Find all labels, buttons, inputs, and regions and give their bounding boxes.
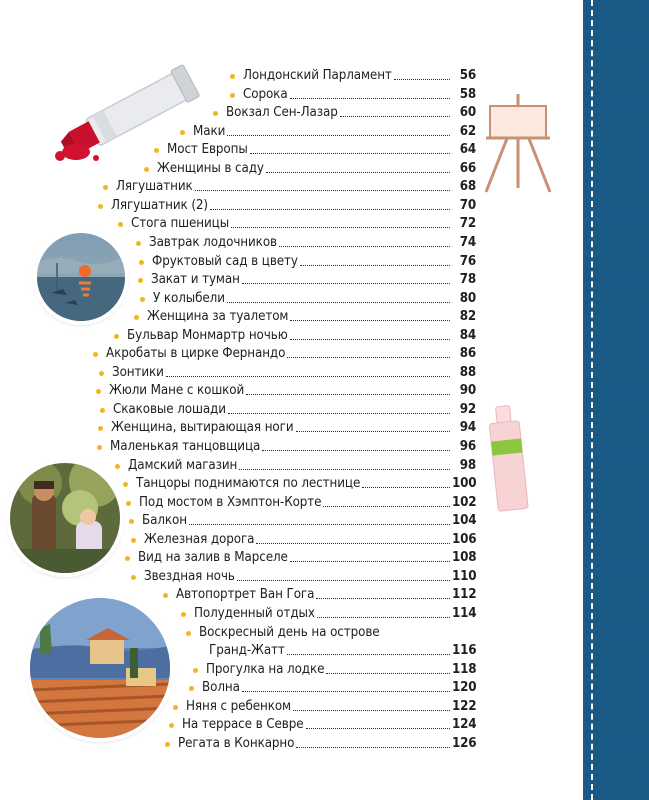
toc-entry	[169, 715, 476, 733]
dot-leader	[316, 598, 450, 599]
dot-leader	[227, 135, 450, 136]
bullet-icon	[181, 612, 186, 617]
bullet-icon	[140, 297, 145, 302]
toc-entry	[126, 493, 476, 511]
toc-entry	[115, 456, 476, 474]
toc-title: Вид на залив в Марселе	[138, 550, 288, 566]
toc-page-number: 122	[452, 698, 477, 714]
dot-leader	[362, 487, 450, 488]
bullet-icon	[126, 501, 131, 506]
toc-entry	[93, 344, 476, 362]
toc-title: Жюли Мане с кошкой	[109, 383, 245, 399]
bullet-icon	[138, 278, 143, 283]
bullet-icon	[180, 130, 185, 135]
toc-entry	[103, 177, 476, 195]
toc-page-number: 76	[459, 253, 476, 269]
toc-title: Фруктовый сад в цвету	[152, 253, 298, 269]
toc-page-number: 82	[459, 309, 476, 325]
toc-entry	[154, 140, 476, 158]
toc-entry	[129, 511, 476, 529]
toc-page-number: 96	[459, 439, 476, 454]
toc-entry	[163, 585, 476, 603]
toc-title: Женщина за туалетом	[147, 309, 289, 325]
bullet-icon	[98, 204, 103, 209]
dot-leader	[228, 413, 450, 414]
bullet-icon	[144, 167, 149, 172]
toc-page-number: 92	[459, 401, 476, 417]
toc-title: Железная дорога	[144, 531, 255, 547]
dot-leader	[317, 617, 450, 618]
toc-page-number: 106	[452, 531, 477, 547]
bullet-icon	[93, 352, 98, 357]
toc-entry	[180, 122, 476, 140]
toc-title: Лягушатник (2)	[111, 197, 208, 213]
bullet-icon	[169, 723, 174, 728]
toc-page-number: 102	[452, 494, 477, 510]
toc-title: Бульвар Монмартр ночью	[127, 327, 288, 343]
toc-entry	[96, 381, 476, 399]
bullet-icon	[97, 445, 102, 450]
toc-title: Прогулка на лодке	[206, 661, 325, 677]
toc-title: Лягушатник	[116, 179, 193, 195]
bullet-icon	[173, 705, 178, 710]
bullet-icon	[165, 742, 170, 747]
dot-leader	[296, 431, 451, 432]
bullet-icon	[103, 185, 108, 190]
toc-page-number: 74	[459, 234, 476, 250]
toc-entry	[98, 196, 476, 214]
bullet-icon	[163, 593, 168, 598]
toc-title: Звездная ночь	[144, 568, 235, 584]
toc-page-number: 114	[452, 605, 477, 621]
bullet-icon	[129, 519, 134, 524]
toc-entry	[140, 289, 476, 307]
dot-leader	[231, 227, 450, 228]
toc-title: Лондонский Парламент	[243, 68, 392, 83]
toc-title: Закат и туман	[151, 272, 240, 288]
dot-leader	[256, 543, 450, 544]
bullet-icon	[230, 93, 235, 98]
bullet-icon	[131, 575, 136, 580]
toc-entry	[181, 604, 476, 622]
toc-page-number: 64	[459, 142, 476, 158]
toc-title: Няня с ребенком	[186, 698, 291, 714]
toc-entry	[131, 567, 476, 585]
toc-entry	[134, 307, 476, 325]
bullet-icon	[193, 668, 198, 673]
toc-entry	[100, 400, 476, 418]
dot-leader	[266, 172, 450, 173]
toc-title: Волна	[202, 680, 240, 696]
dot-leader	[287, 357, 450, 358]
toc-page-number: 94	[459, 420, 476, 436]
toc-title: Завтрак лодочников	[149, 234, 277, 250]
toc-title: Вокзал Сен-Лазар	[226, 105, 338, 121]
toc-page-number: 124	[452, 717, 477, 733]
dot-leader	[296, 747, 450, 748]
dot-leader	[306, 728, 451, 729]
toc-title: Скаковые лошади	[113, 401, 226, 417]
toc-title: Мост Европы	[167, 142, 248, 158]
toc-page-number: 120	[452, 680, 477, 696]
toc-title: Женщины в саду	[157, 160, 264, 176]
dot-leader	[237, 580, 450, 581]
dot-leader	[242, 691, 450, 692]
dot-leader	[242, 283, 450, 284]
toc-entry	[189, 678, 476, 696]
toc-title: Маленькая танцовщица	[110, 439, 261, 454]
toc-entry	[136, 233, 476, 251]
toc-page-number: 118	[452, 661, 477, 677]
toc-page-number: 78	[459, 272, 476, 288]
dot-leader	[290, 320, 450, 321]
toc-entry	[186, 623, 476, 641]
dot-leader	[290, 561, 450, 562]
toc-title: Регата в Конкарно	[178, 735, 295, 751]
dot-leader	[227, 302, 450, 303]
toc-title: Балкон	[142, 513, 187, 529]
toc-title: Автопортрет Ван Гога	[176, 587, 315, 603]
toc-title: Акробаты в цирке Фернандо	[106, 346, 286, 362]
toc-entry	[98, 418, 476, 436]
toc-title: Полуденный отдых	[194, 605, 315, 621]
bullet-icon	[96, 389, 101, 394]
toc-entry	[144, 159, 476, 177]
bullet-icon	[230, 74, 235, 79]
dot-leader	[290, 339, 450, 340]
bullet-icon	[123, 482, 128, 487]
bullet-icon	[154, 148, 159, 153]
dot-leader	[323, 506, 450, 507]
toc-title: У колыбели	[153, 290, 225, 306]
toc-entry	[138, 270, 476, 288]
toc-title: Воскресный день на острове	[199, 624, 380, 640]
toc-title: На террасе в Севре	[182, 717, 304, 733]
dot-leader	[290, 98, 450, 99]
toc-title: Стога пшеницы	[131, 216, 230, 232]
toc-title: Зонтики	[112, 364, 164, 380]
dot-leader	[250, 153, 450, 154]
bullet-icon	[136, 241, 141, 246]
dot-leader	[246, 394, 450, 395]
bullet-icon	[118, 222, 123, 227]
toc-page-number: 108	[452, 550, 477, 566]
toc-page-number: 58	[459, 86, 476, 102]
toc-page-number: 80	[459, 290, 476, 306]
toc-title: Танцоры поднимаются по лестнице	[136, 476, 361, 492]
toc-entry	[196, 641, 476, 659]
toc-entry	[230, 85, 476, 103]
dot-leader	[262, 450, 450, 451]
toc-entry	[125, 548, 476, 566]
toc-page-number: 100	[452, 476, 477, 492]
toc-entry	[131, 530, 476, 548]
bullet-icon	[98, 426, 103, 431]
bullet-icon	[99, 371, 104, 376]
bullet-icon	[114, 334, 119, 339]
toc-entry	[97, 437, 476, 455]
bullet-icon	[115, 464, 120, 469]
toc-page-number: 84	[459, 327, 476, 343]
toc-page-number: 90	[459, 383, 476, 399]
dot-leader	[287, 654, 450, 655]
bullet-icon	[134, 315, 139, 320]
toc-page-number: 60	[459, 105, 476, 121]
toc-page-number: 126	[452, 735, 477, 751]
toc-entry	[165, 734, 476, 752]
bullet-icon	[189, 686, 194, 691]
dot-leader	[279, 246, 450, 247]
toc-title: Под мостом в Хэмптон-Корте	[139, 494, 322, 510]
toc-page-number: 104	[452, 513, 477, 529]
toc-page-number: 70	[459, 197, 476, 213]
bullet-icon	[213, 111, 218, 116]
toc-page-number: 112	[452, 587, 477, 603]
toc-page-number: 98	[459, 457, 476, 473]
toc-page-number: 68	[459, 179, 476, 195]
dot-leader	[340, 116, 450, 117]
dot-leader	[195, 190, 450, 191]
toc-title: Гранд-Жатт	[209, 643, 285, 659]
toc-entry	[123, 474, 476, 492]
dot-leader	[166, 376, 450, 377]
toc-title: Женщина, вытирающая ноги	[111, 420, 294, 436]
bullet-icon	[186, 631, 191, 636]
dot-leader	[210, 209, 450, 210]
toc-entry	[114, 326, 476, 344]
toc-page-number: 110	[452, 568, 477, 584]
dot-leader	[394, 79, 450, 80]
toc-title: Дамский магазин	[128, 457, 238, 473]
toc-entry	[99, 363, 476, 381]
toc-entry	[118, 214, 476, 232]
toc-page-number: 86	[459, 346, 476, 362]
toc-entry	[230, 66, 476, 84]
toc-title: Сорока	[243, 86, 288, 102]
bullet-icon	[139, 260, 144, 265]
toc-entry	[213, 103, 476, 121]
bullet-icon	[100, 408, 105, 413]
toc-entry	[173, 697, 476, 715]
bullet-icon	[125, 556, 130, 561]
toc-page-number: 116	[452, 643, 477, 659]
dot-leader	[326, 673, 450, 674]
dot-leader	[293, 710, 450, 711]
toc-page-number: 66	[459, 160, 476, 176]
toc-title: Маки	[193, 123, 226, 139]
toc-page-number: 88	[459, 364, 476, 380]
toc-page-number: 62	[459, 123, 476, 139]
dot-leader	[239, 469, 450, 470]
dot-leader	[300, 265, 450, 266]
toc-entry	[193, 660, 476, 678]
dot-leader	[189, 524, 450, 525]
toc-page-number: 56	[459, 68, 476, 83]
toc-entry	[139, 252, 476, 270]
toc-page-number: 72	[459, 216, 476, 232]
bullet-icon	[131, 538, 136, 543]
